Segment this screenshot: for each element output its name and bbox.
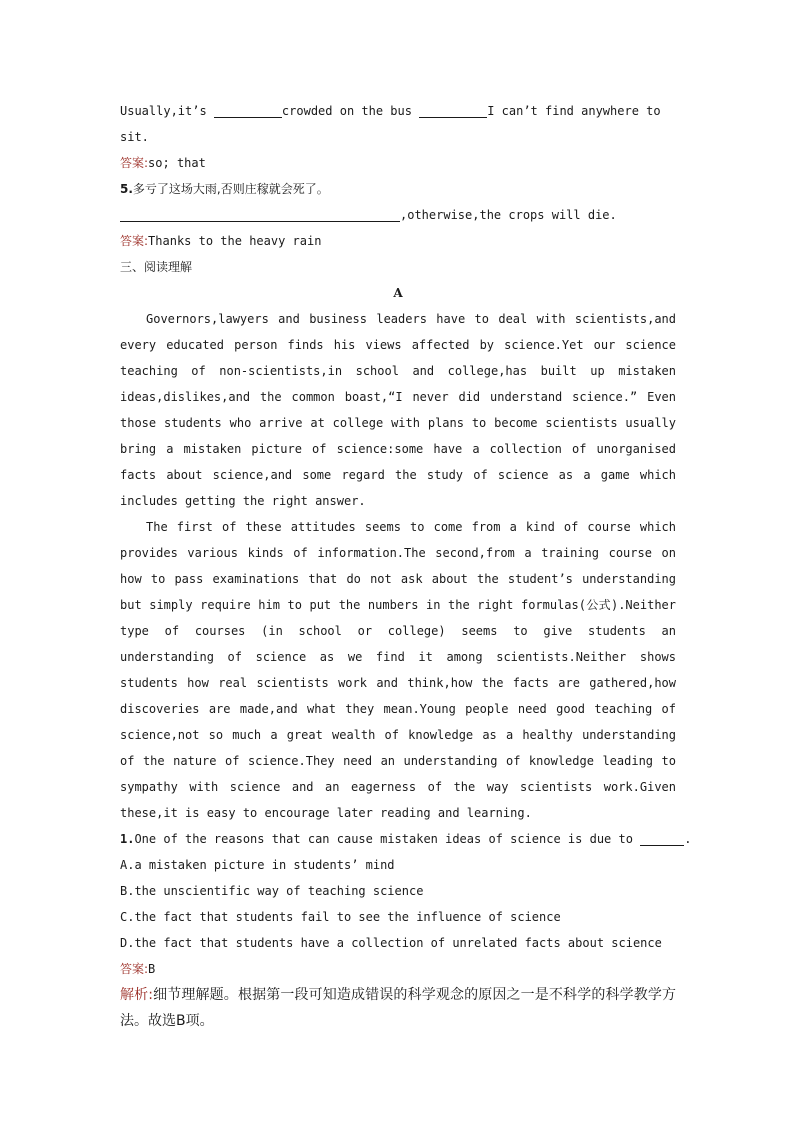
q5-prompt: 多亏了这场大雨,否则庄稼就会死了。 bbox=[132, 182, 329, 196]
section-heading: 三、阅读理解 bbox=[120, 260, 193, 274]
answer-label: 答案: bbox=[120, 156, 149, 170]
q5-prompt-line bbox=[120, 176, 676, 202]
q4-sentence-cont: sit. bbox=[120, 130, 149, 144]
analysis-label: 解析: bbox=[120, 987, 153, 1003]
q5-answer-text: Thanks to the heavy rain bbox=[148, 234, 322, 248]
question-1-answer-text: B bbox=[148, 962, 156, 976]
q4-part2: crowded on the bus bbox=[281, 104, 420, 118]
q5-tail: ,otherwise,the crops will die. bbox=[400, 208, 617, 222]
question-1-analysis bbox=[120, 982, 676, 1034]
q5-answer bbox=[120, 228, 676, 254]
question-1-stem-end: . bbox=[684, 832, 692, 846]
answer-label: 答案: bbox=[120, 234, 149, 248]
q4-blank-1[interactable] bbox=[214, 103, 282, 118]
q4-answer-text: so; that bbox=[148, 156, 206, 170]
option-b[interactable]: B.the unscientific way of teaching science bbox=[120, 884, 424, 898]
passage-label: A bbox=[393, 286, 403, 300]
question-1-stem-text: One of the reasons that can cause mistaken ideas of science is due to bbox=[134, 832, 641, 846]
q4-answer bbox=[120, 150, 676, 176]
question-1-blank[interactable] bbox=[640, 831, 684, 846]
answer-label: 答案: bbox=[120, 962, 149, 976]
question-1-number: 1. bbox=[120, 832, 135, 846]
option-c[interactable]: C.the fact that students fail to see the influence of science bbox=[120, 910, 561, 924]
q4-part3: I can’t find anywhere to bbox=[487, 104, 661, 118]
question-1-analysis-text: 细节理解题。根据第一段可知造成错误的科学观念的原因之一是不科学的科学教学方法。故选B项。 bbox=[120, 987, 677, 1029]
passage-paragraph-2: The first of these attitudes seems to come from a kind of course which provides various kinds of information.The second,from a training course on how to pass examinations that do not ask about the student’s understanding but simply require him to put the numbers in the right formulas(公式).Neither type of courses (in school or college) seems to give students an understanding of science as we find it among scientists.Neither shows students how real scientists work and think,how the facts are gathered,how discoveries are made,and what they mean.Young people need good teaching of science,not so much a great wealth of knowledge as a healthy understanding of the nature of science.They need an understanding of knowledge leading to sympathy with science and an eagerness of the way scientists work.Given these,it is easy to encourage later reading and learning. bbox=[120, 520, 676, 820]
passage-paragraph-1: Governors,lawyers and business leaders have to deal with scientists,and every educated person finds his views affected by science.Yet our science teaching of non-scientists,in school and college,has built up mistaken ideas,dislikes,and the common boast,“I never did understand science.” Even those students who arrive at college with plans to become scientists usually bring a mistaken picture of science:some have a collection of unorganised facts about science,and some regard the study of science as a game which includes getting the right answer. bbox=[120, 312, 676, 508]
option-a[interactable]: A.a mistaken picture in students’ mind bbox=[120, 858, 395, 872]
question-1-stem bbox=[120, 826, 692, 852]
q5-number: 5. bbox=[120, 182, 133, 196]
q5-fill-line bbox=[120, 202, 676, 228]
option-d[interactable]: D.the fact that students have a collection of unrelated facts about science bbox=[120, 936, 662, 950]
document-content bbox=[120, 98, 692, 1034]
q4-blank-2[interactable] bbox=[419, 103, 487, 118]
q4-sentence bbox=[120, 98, 676, 124]
question-1-answer bbox=[120, 956, 676, 982]
q5-blank[interactable] bbox=[120, 207, 400, 222]
q4-part1: Usually,it’s bbox=[120, 104, 214, 118]
